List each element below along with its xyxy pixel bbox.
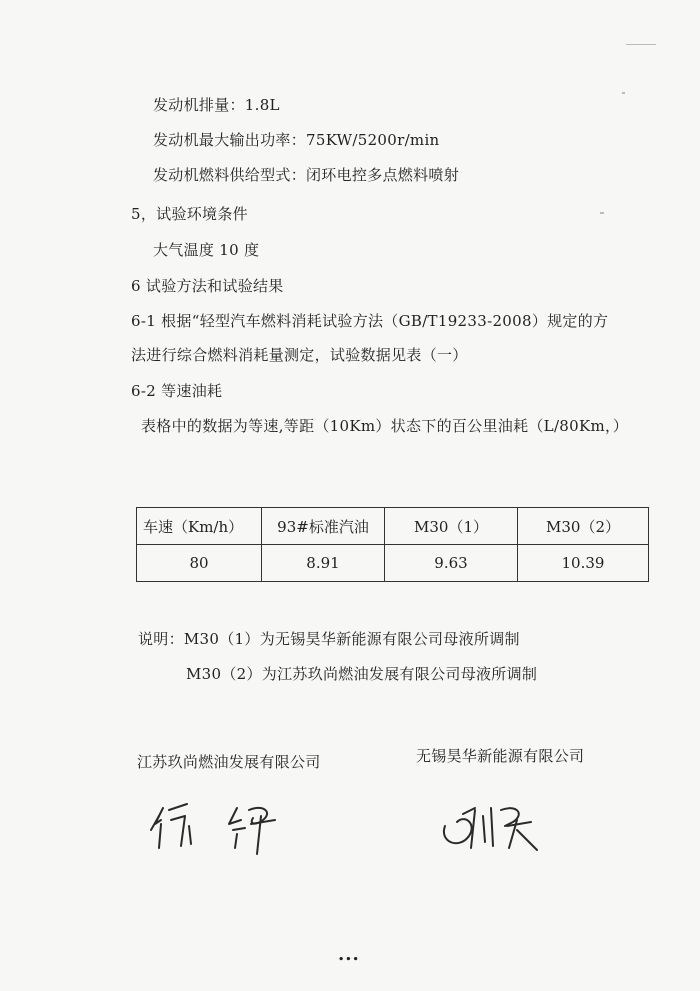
fuel-consumption-table: [136, 507, 649, 582]
engine-displacement: 发动机排量：1.8L: [153, 96, 280, 114]
table-cell: 80: [137, 545, 262, 582]
table-header-cell: M30（2）: [518, 508, 649, 545]
page-continuation-ellipsis: ...: [338, 944, 360, 965]
scan-speck: [622, 92, 625, 94]
table-header-row: [137, 508, 649, 545]
table-row: [137, 545, 649, 582]
section6-2-title: 6-2 等速油耗: [131, 382, 223, 400]
table-header-cell: M30（1）: [385, 508, 518, 545]
engine-fuel-supply: 发动机燃料供给型式：闭环电控多点燃料喷射: [153, 166, 460, 184]
section5-temperature: 大气温度 10 度: [153, 241, 260, 259]
table-cell: 10.39: [518, 545, 649, 582]
note-1: 说明：M30（1）为无锡昊华新能源有限公司母液所调制: [138, 630, 520, 648]
left-company-name: 江苏玖尚燃油发展有限公司: [137, 753, 321, 771]
scan-speck: [600, 212, 604, 214]
right-signature: [435, 790, 565, 860]
note-2: M30（2）为江苏玖尚燃油发展有限公司母液所调制: [186, 665, 538, 683]
section6-2-description: 表格中的数据为等速,等距（10Km）状态下的百公里油耗（L/80Km，）: [141, 417, 629, 435]
section6-paragraph-line2: 法进行综合燃料消耗量测定，试验数据见表（一）: [131, 346, 468, 364]
section5-title: 5，试验环境条件: [131, 205, 248, 223]
table-header-cell: 车速（Km/h）: [137, 508, 262, 545]
right-company-name: 无锡昊华新能源有限公司: [416, 747, 585, 765]
table-cell: 8.91: [262, 545, 385, 582]
table-cell: 9.63: [385, 545, 518, 582]
scan-speck: [626, 44, 656, 45]
table-header-cell: 93#标准汽油: [262, 508, 385, 545]
engine-max-power: 发动机最大输出功率：75KW/5200r/min: [153, 131, 440, 149]
section6-title: 6 试验方法和试验结果: [131, 277, 284, 295]
section6-paragraph-line1: 6-1 根据“轻型汽车燃料消耗试验方法（GB/T19233-2008）规定的方: [131, 312, 609, 330]
left-signature: [145, 790, 295, 860]
